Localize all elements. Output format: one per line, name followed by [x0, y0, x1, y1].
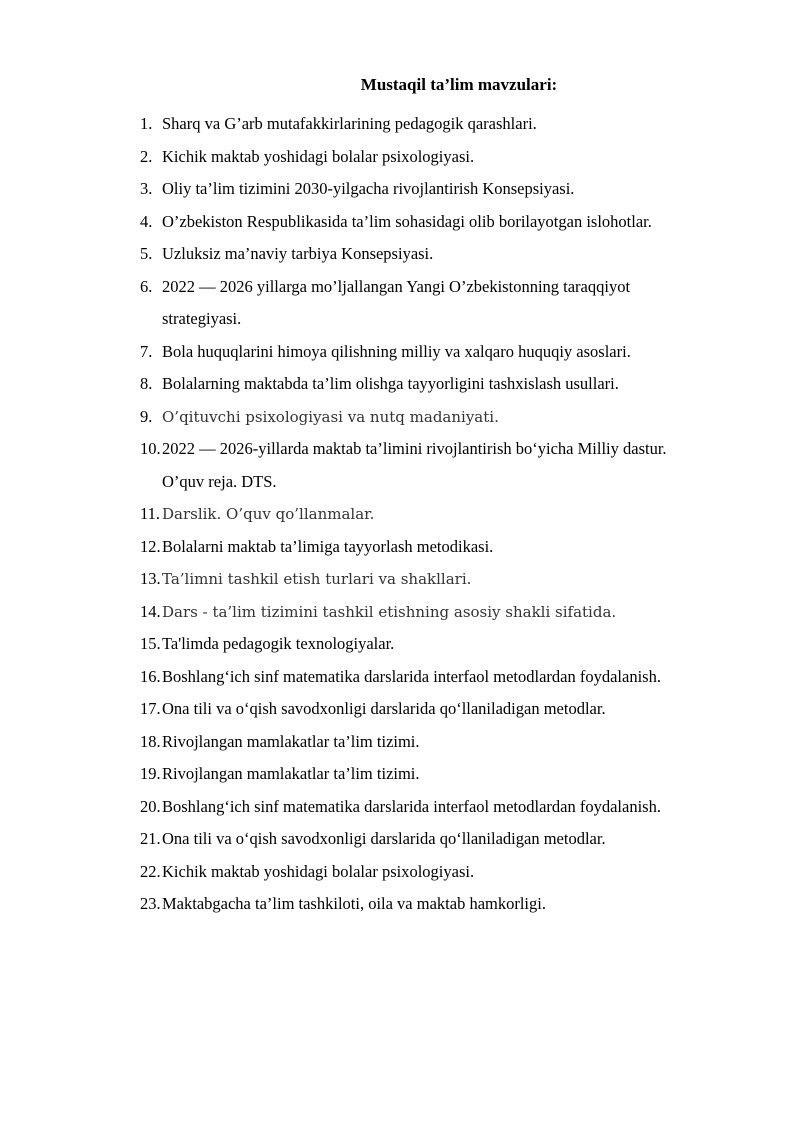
- item-number: 6.: [140, 276, 153, 296]
- list-item: [140, 661, 760, 694]
- item-text: Bolalarning maktabda ta’lim olishga tayyorligini tashxislash usullari.: [162, 374, 619, 393]
- page-title: Mustaqil ta’lim mavzulari:: [360, 75, 558, 94]
- list-item: [140, 563, 760, 596]
- item-text-continuation: strategiyasi.: [162, 309, 242, 328]
- list-item: [140, 856, 760, 889]
- list-item: [140, 401, 760, 434]
- item-number: 3.: [140, 179, 153, 198]
- item-text: Boshlang‘ich sinf matematika darslarida interfaol metodlardan foydalanish.: [162, 666, 661, 686]
- item-number: 19.: [140, 764, 161, 783]
- item-text: Ta'limda pedagogik texnologiyalar.: [162, 634, 395, 653]
- item-number: 23.: [140, 894, 161, 913]
- item-text: O’qituvchi psixologiyasi va nutq madaniyati.: [162, 407, 499, 426]
- item-text: 2022 — 2026 yillarga mo’ljallangan Yangi O’zbekistonning taraqqiyot: [162, 276, 631, 296]
- item-number: 12.: [140, 536, 161, 556]
- item-number: 22.: [140, 861, 161, 881]
- list-item: [140, 531, 760, 564]
- list-item: [140, 141, 760, 174]
- list-item: [140, 271, 760, 304]
- list-item: [140, 173, 760, 206]
- list-item: [140, 888, 760, 921]
- item-number: 9.: [140, 406, 153, 426]
- item-number: 18.: [140, 731, 161, 751]
- list-item-continuation: [140, 466, 760, 499]
- item-number: 17.: [140, 699, 161, 718]
- item-text: Bolalarni maktab ta’limiga tayyorlash metodikasi.: [162, 536, 494, 556]
- item-number: 15.: [140, 634, 161, 653]
- item-text: Sharq va G’arb mutafakkirlarining pedagogik qarashlari.: [162, 114, 537, 133]
- list-item: [140, 726, 760, 759]
- item-text: 2022 — 2026-yillarda maktab ta’limini rivojlantirish bo‘yicha Milliy dastur.: [162, 439, 667, 458]
- item-number: 4.: [140, 211, 153, 231]
- list-item: [140, 758, 760, 791]
- list-item: [140, 823, 760, 856]
- item-text: Oliy ta’lim tizimini 2030-yilgacha rivojlantirish Konsepsiyasi.: [162, 179, 575, 198]
- item-text: O’zbekiston Respublikasida ta’lim sohasidagi olib borilayotgan islohotlar.: [162, 211, 652, 231]
- item-number: 11.: [140, 504, 161, 523]
- item-text: Darslik. O’quv qo’llanmalar.: [162, 505, 375, 523]
- item-text: Bola huquqlarini himoya qilishning milliy va xalqaro huquqiy asoslari.: [162, 341, 631, 361]
- list-item: [140, 791, 760, 824]
- list-item: [140, 238, 760, 271]
- item-text: Uzluksiz ma’naviy tarbiya Konsepsiyasi.: [162, 244, 434, 263]
- item-number: 14.: [140, 601, 161, 621]
- list-item: [140, 108, 760, 141]
- item-number: 21.: [140, 829, 161, 848]
- item-number: 2.: [140, 146, 153, 166]
- list-item: [140, 596, 760, 629]
- item-text: Ona tili va o‘qish savodxonligi darslarida qo‘llaniladigan metodlar.: [162, 699, 606, 718]
- list-item: [140, 336, 760, 369]
- item-text: Rivojlangan mamlakatlar ta’lim tizimi.: [162, 764, 420, 783]
- list-item: [140, 498, 760, 531]
- item-number: 20.: [140, 796, 161, 816]
- item-number: 5.: [140, 244, 153, 263]
- item-text: Rivojlangan mamlakatlar ta’lim tizimi.: [162, 731, 420, 751]
- item-text: Dars - ta’lim tizimini tashkil etishning asosiy shakli sifatida.: [162, 602, 617, 621]
- list-item: [140, 628, 760, 661]
- item-number: 10.: [140, 439, 161, 458]
- item-number: 1.: [140, 114, 153, 133]
- list-item: [140, 206, 760, 239]
- item-number: 8.: [140, 374, 153, 393]
- list-item: [140, 693, 760, 726]
- item-text: Kichik maktab yoshidagi bolalar psixologiyasi.: [162, 146, 475, 166]
- item-text: Ona tili va o‘qish savodxonligi darslarida qo‘llaniladigan metodlar.: [162, 829, 606, 848]
- item-number: 16.: [140, 666, 161, 686]
- list-item: [140, 368, 760, 401]
- item-number: 13.: [140, 569, 161, 588]
- topic-list: [140, 108, 760, 921]
- item-text: Maktabgacha ta’lim tashkiloti, oila va maktab hamkorligi.: [162, 894, 546, 913]
- item-text: Ta’limni tashkil etish turlari va shakllari.: [162, 570, 472, 588]
- list-item: [140, 433, 760, 466]
- item-text: Boshlang‘ich sinf matematika darslarida interfaol metodlardan foydalanish.: [162, 796, 661, 816]
- list-item-continuation: [140, 303, 760, 336]
- item-text: Kichik maktab yoshidagi bolalar psixologiyasi.: [162, 861, 475, 881]
- item-number: 7.: [140, 341, 153, 361]
- item-text-continuation: O’quv reja. DTS.: [162, 471, 277, 491]
